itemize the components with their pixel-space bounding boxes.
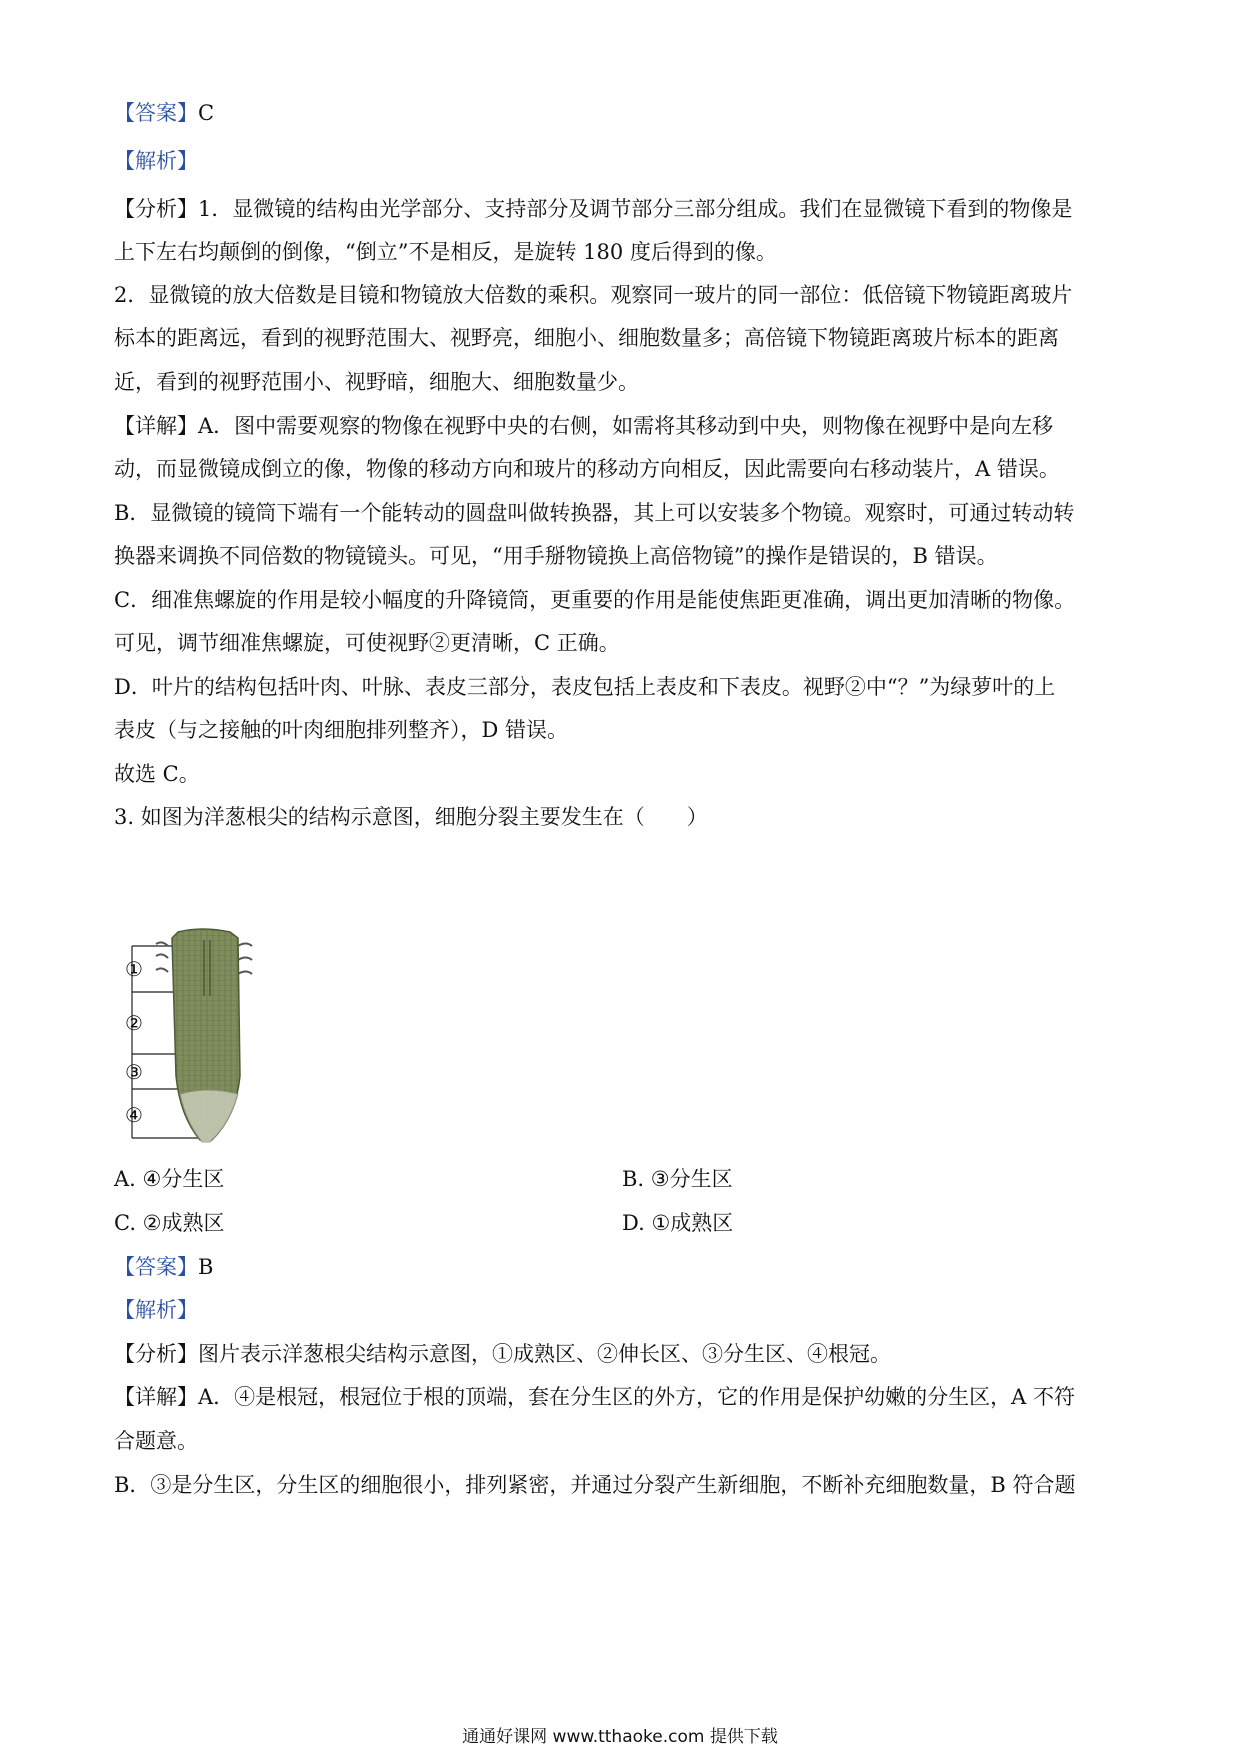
point2-line-3: 近，看到的视野范围小、视野暗，细胞大、细胞数量少。 [114,370,639,394]
detail-tag-2: 【详解】 [114,1385,198,1409]
label-4: ④ [125,1103,143,1127]
answer-line [114,98,214,128]
answer-tag-2: 【答案】 [114,1255,198,1279]
conclusion: 故选 C。 [114,762,200,786]
label-3: ③ [125,1060,143,1084]
detail-c-line-1: C．细准焦螺旋的作用是较小幅度的升降镜筒，更重要的作用是能使焦距更准确，调出更加清晰的物像。 [114,588,1076,612]
label-2: ② [125,1011,143,1035]
answer-line-2 [114,1252,213,1282]
fenxi-line-1 [114,194,1072,224]
detail-q3-a-line-2: 合题意。 [114,1429,198,1453]
detail-tag: 【详解】 [114,414,198,438]
analysis-heading [114,146,198,176]
onion-root-tip-figure [120,926,280,1146]
root-cap [180,1090,238,1142]
detail-d-line-1: D．叶片的结构包括叶肉、叶脉、表皮三部分，表皮包括上表皮和下表皮。视野②中“？”为绿萝叶的上 [114,675,1056,699]
point2-line-1: 2．显微镜的放大倍数是目镜和物镜放大倍数的乘积。观察同一玻片的同一部位：低倍镜下物镜距离玻片 [114,283,1073,307]
detail-b-line-1: B．显微镜的镜筒下端有一个能转动的圆盘叫做转换器，其上可以安装多个物镜。观察时，可通过转动转 [114,501,1075,525]
detail-a-line-1 [114,411,1053,441]
label-1: ① [125,957,143,981]
answer-value: C [198,101,215,125]
option-d: D. ①成熟区 [622,1211,734,1235]
detail-q3-a-line-1 [114,1382,1075,1412]
analysis-tag: 【解析】 [114,149,198,173]
detail-d-line-2: 表皮（与之接触的叶肉细胞排列整齐），D 错误。 [114,718,569,742]
question-3-stem: 3. 如图为洋葱根尖的结构示意图，细胞分裂主要发生在（ ） [114,805,708,829]
fenxi-text-1: 1．显微镜的结构由光学部分、支持部分及调节部分三部分组成。我们在显微镜下看到的物像是 [198,197,1073,221]
option-b: B. ③分生区 [622,1167,733,1191]
fenxi-text-q3: 图片表示洋葱根尖结构示意图，①成熟区、②伸长区、③分生区、④根冠。 [198,1342,891,1366]
fenxi-line-q3 [114,1339,891,1369]
detail-c-line-2: 可见，调节细准焦螺旋，可使视野②更清晰，C 正确。 [114,631,620,655]
detail-a-line-2: 动，而显微镜成倒立的像，物像的移动方向和玻片的移动方向相反，因此需要向右移动装片，A 错误。 [114,457,1060,481]
page-footer: 通通好课网 www.tthaoke.com 提供下载 [462,1727,778,1747]
point2-line-2: 标本的距离远，看到的视野范围大、视野亮，细胞小、细胞数量多；高倍镜下物镜距离玻片标本的距离 [114,326,1059,350]
answer-tag: 【答案】 [114,101,198,125]
detail-q3-b-line-1: B．③是分生区，分生区的细胞很小，排列紧密，并通过分裂产生新细胞，不断补充细胞数量，B 符合题 [114,1473,1076,1497]
analysis-heading-2 [114,1295,198,1325]
detail-b-line-2: 换器来调换不同倍数的物镜镜头。可见，“用手掰物镜换上高倍物镜”的操作是错误的，B 错误。 [114,544,998,568]
fenxi-tag-2: 【分析】 [114,1342,198,1366]
analysis-tag-2: 【解析】 [114,1298,198,1322]
detail-q3-a-text-1: A．④是根冠，根冠位于根的顶端，套在分生区的外方，它的作用是保护幼嫩的分生区，A 不符 [198,1385,1076,1409]
fenxi-tag: 【分析】 [114,197,198,221]
option-a: A. ④分生区 [114,1167,225,1191]
option-c: C. ②成熟区 [114,1211,225,1235]
fenxi-line-2: 上下左右均颠倒的倒像，“倒立”不是相反，是旋转 180 度后得到的像。 [114,240,777,264]
answer-value-2: B [198,1255,214,1279]
detail-a-text-1: A．图中需要观察的物像在视野中央的右侧，如需将其移动到中央，则物像在视野中是向左移 [198,414,1054,438]
